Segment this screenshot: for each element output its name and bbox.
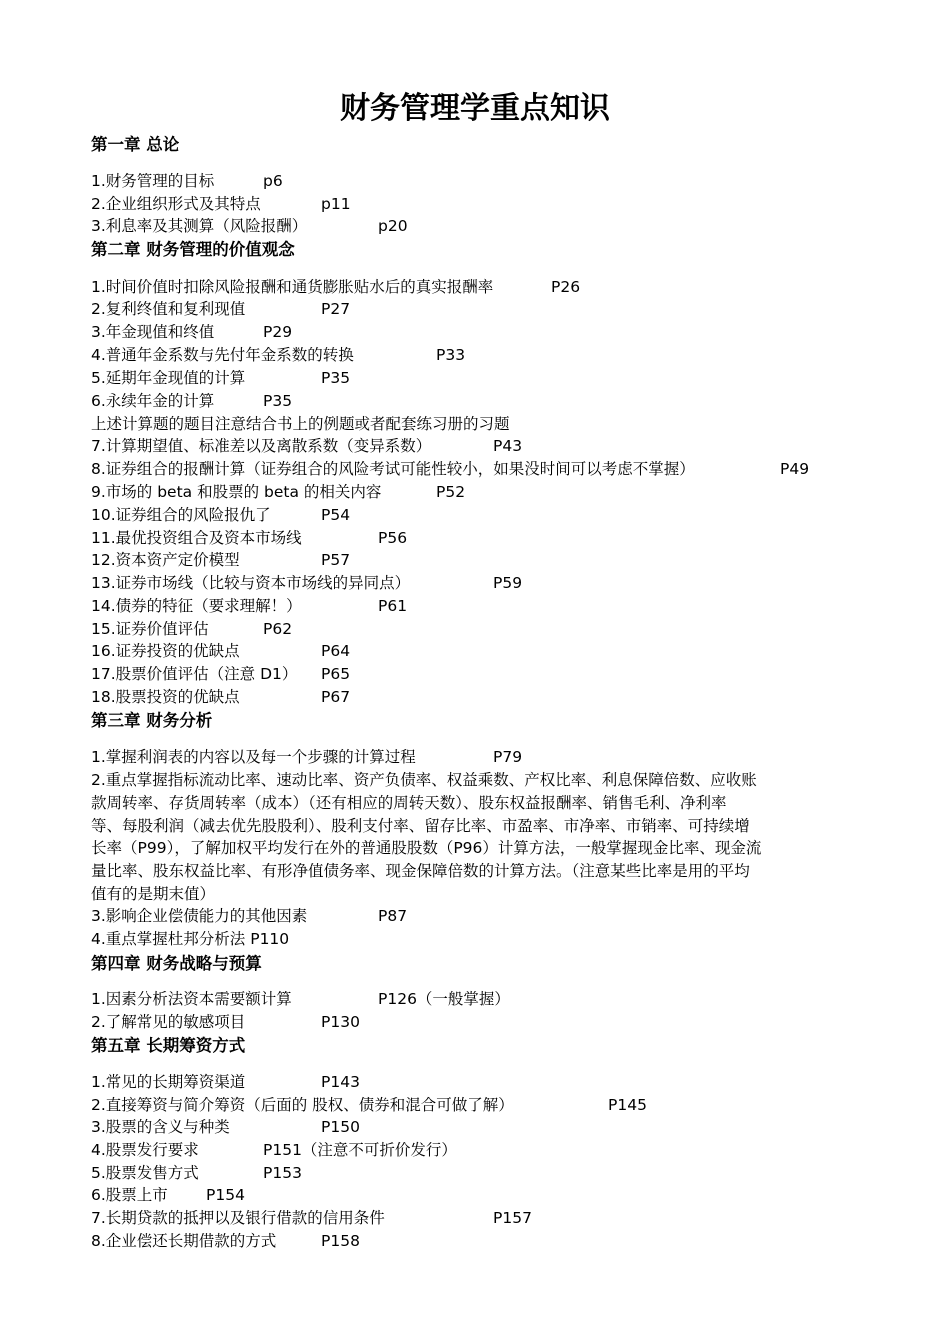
item-page: P130	[321, 1013, 360, 1031]
item-page: P64	[321, 642, 351, 660]
item-page: P151（注意不可折价发行）	[263, 1141, 457, 1159]
item-text: 2.了解常见的敏感项目	[91, 1013, 246, 1031]
item-page: P43	[493, 437, 523, 455]
item-page: P126（一般掌握）	[378, 990, 510, 1008]
item-text: 2.企业组织形式及其特点	[91, 195, 261, 213]
item-text: 4.重点掌握杜邦分析法 P110	[91, 930, 290, 948]
item-text: 长率（P99），了解加权平均发行在外的普通股股数（P96）计算方法，一般掌握现金比率、现金流	[91, 839, 762, 857]
chapter-4-heading: 第四章 财务战略与预算	[91, 954, 262, 973]
item-text: 18.股票投资的优缺点	[91, 688, 240, 706]
chapter-3-heading: 第三章 财务分析	[91, 711, 213, 730]
item-text: 2.重点掌握指标流动比率、速动比率、资产负债率、权益乘数、产权比率、利息保障倍数、应收账	[91, 771, 757, 789]
item-text: 11.最优投资组合及资本市场线	[91, 529, 302, 547]
item-text: 款周转率、存货周转率（成本）（还有相应的周转天数）、股东权益报酬率、销售毛利、净利率	[91, 794, 727, 812]
item-text: 3.股票的含义与种类	[91, 1118, 230, 1136]
item-page: P153	[263, 1164, 302, 1182]
item-text: 2.复利终值和复利现值	[91, 300, 246, 318]
item-text: 10.证券组合的风险报仇了	[91, 506, 271, 524]
item-text: 16.证券投资的优缺点	[91, 642, 240, 660]
item-text: 1.因素分析法资本需要额计算	[91, 990, 292, 1008]
item-text: 13.证券市场线（比较与资本市场线的异同点）	[91, 574, 411, 592]
item-page: P145	[608, 1096, 647, 1114]
item-text: 7.计算期望值、标准差以及离散系数（变异系数）	[91, 437, 432, 455]
item-page: p20	[378, 217, 408, 235]
item-page: P65	[321, 665, 351, 683]
item-text: 8.证券组合的报酬计算（证券组合的风险考试可能性较小，如果没时间可以考虑不掌握）	[91, 460, 695, 478]
item-page: P54	[321, 506, 351, 524]
document-title: 财务管理学重点知识	[340, 91, 610, 126]
item-text: 1.常见的长期筹资渠道	[91, 1073, 246, 1091]
item-page: P67	[321, 688, 351, 706]
item-text: 2.直接筹资与简介筹资（后面的 股权、债券和混合可做了解）	[91, 1096, 514, 1114]
item-page: P150	[321, 1118, 360, 1136]
item-text: 17.股票价值评估（注意 D1）	[91, 665, 298, 683]
item-text: 9.市场的 beta 和股票的 beta 的相关内容	[91, 483, 382, 501]
item-page: p11	[321, 195, 351, 213]
item-page: P29	[263, 323, 293, 341]
item-page: P87	[378, 907, 408, 925]
item-text: 量比率、股东权益比率、有形净值债务率、现金保障倍数的计算方法。（注意某些比率是用的平均	[91, 862, 750, 880]
item-page: P52	[436, 483, 466, 501]
item-text: 3.年金现值和终值	[91, 323, 215, 341]
item-text: 8.企业偿还长期借款的方式	[91, 1232, 277, 1250]
item-text: 值有的是期末值）	[91, 885, 216, 903]
item-page: P143	[321, 1073, 360, 1091]
item-text: 12.资本资产定价模型	[91, 551, 240, 569]
item-text: 1.掌握利润表的内容以及每一个步骤的计算过程	[91, 748, 416, 766]
item-page: P62	[263, 620, 293, 638]
item-page: P35	[321, 369, 351, 387]
item-page: P57	[321, 551, 351, 569]
item-text: 6.永续年金的计算	[91, 392, 215, 410]
chapter-5-heading: 第五章 长期筹资方式	[91, 1036, 246, 1055]
item-page: P26	[551, 278, 581, 296]
item-text: 5.延期年金现值的计算	[91, 369, 246, 387]
item-text: 7.长期贷款的抵押以及银行借款的信用条件	[91, 1209, 385, 1227]
item-page: P35	[263, 392, 293, 410]
item-text: 1.时间价值时扣除风险报酬和通货膨胀贴水后的真实报酬率	[91, 278, 494, 296]
item-page: P157	[493, 1209, 532, 1227]
item-page: p6	[263, 172, 283, 190]
item-text: 6.股票上市	[91, 1186, 168, 1204]
item-text: 等、每股利润（减去优先股股利）、股利支付率、留存比率、市盈率、市净率、市销率、可持续增	[91, 817, 750, 835]
item-page: P154	[206, 1186, 245, 1204]
item-page: P56	[378, 529, 408, 547]
item-text: 3.影响企业偿债能力的其他因素	[91, 907, 308, 925]
chapter-1-heading: 第一章 总论	[91, 135, 180, 154]
item-text: 5.股票发售方式	[91, 1164, 199, 1182]
item-page: P158	[321, 1232, 360, 1250]
item-text: 上述计算题的题目注意结合书上的例题或者配套练习册的习题	[91, 415, 510, 433]
item-page: P59	[493, 574, 523, 592]
item-page: P49	[780, 460, 810, 478]
item-text: 4.股票发行要求	[91, 1141, 199, 1159]
item-text: 15.证券价值评估	[91, 620, 209, 638]
item-page: P79	[493, 748, 523, 766]
chapter-2-heading: 第二章 财务管理的价值观念	[91, 240, 295, 259]
item-page: P27	[321, 300, 351, 318]
item-text: 4.普通年金系数与先付年金系数的转换	[91, 346, 354, 364]
item-text: 14.债券的特征（要求理解！）	[91, 597, 302, 615]
item-text: 3.利息率及其测算（风险报酬）	[91, 217, 308, 235]
item-text: 1.财务管理的目标	[91, 172, 215, 190]
item-page: P33	[436, 346, 466, 364]
item-page: P61	[378, 597, 408, 615]
